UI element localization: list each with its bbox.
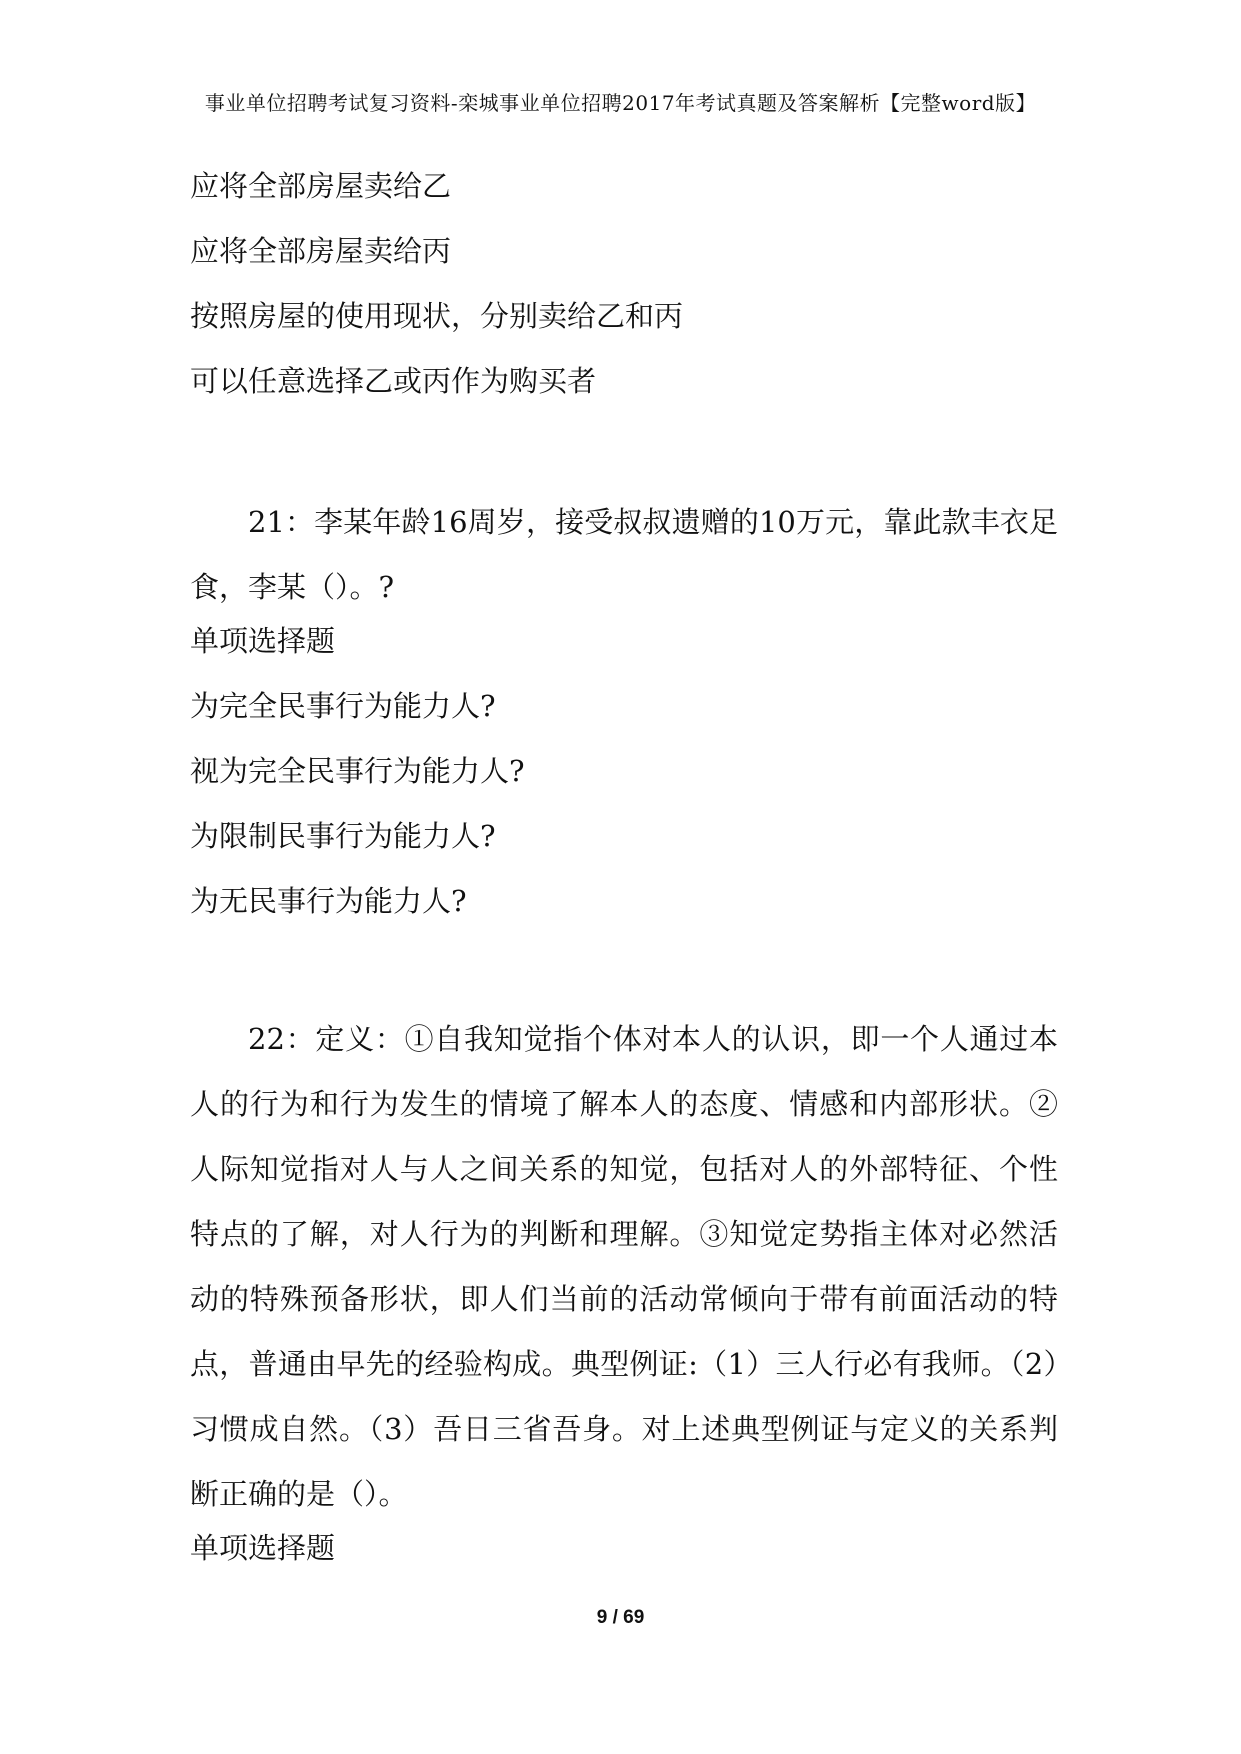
option-d: 为无民事行为能力人? xyxy=(190,884,467,918)
option-c: 为限制民事行为能力人? xyxy=(190,819,496,853)
option-d: 可以任意选择乙或丙作为购买者 xyxy=(190,364,597,398)
question-stem: 21：李某年龄16周岁，接受叔叔遗赠的10万元，靠此款丰衣足食，李某（）。? xyxy=(190,505,1058,604)
spacer xyxy=(190,945,1058,1007)
question-stem: 22：定义：①自我知觉指个体对本人的认识，即一个人通过本人的行为和行为发生的情境了解本人的态度、情感和内部形状。②人际知觉指对人与人之间关系的知觉，包括对人的外部特征、个性特点的了解，对人行为的判断和理解。③知觉定势指主体对必然活动的特殊预备形状，即人们当前的活动常倾向于带有前面活动的特点，普通由早先的经验构成。典型例证:（1）三人行必有我师。（2）习惯成自然。（3）吾日三省吾身。对上述典型例证与定义的关系判断正确的是（）。 xyxy=(190,1022,1058,1511)
question-20-options xyxy=(190,165,1058,425)
spacer xyxy=(190,425,1058,490)
page-header: 事业单位招聘考试复习资料-栾城事业单位招聘2017年考试真题及答案解析【完整word版】 xyxy=(204,91,1037,115)
option-c: 按照房屋的使用现状，分别卖给乙和丙 xyxy=(190,299,684,333)
question-type: 单项选择题 xyxy=(190,1531,336,1565)
question-21 xyxy=(190,490,1058,945)
option-a: 为完全民事行为能力人? xyxy=(190,689,496,723)
question-22 xyxy=(190,1007,1058,1592)
option-b: 视为完全民事行为能力人? xyxy=(190,754,525,788)
option-b: 应将全部房屋卖给丙 xyxy=(190,234,452,268)
page-content xyxy=(190,165,1058,1592)
question-type: 单项选择题 xyxy=(190,624,336,658)
option-a: 应将全部房屋卖给乙 xyxy=(190,169,452,203)
page-number: 9 / 69 xyxy=(596,1607,645,1628)
